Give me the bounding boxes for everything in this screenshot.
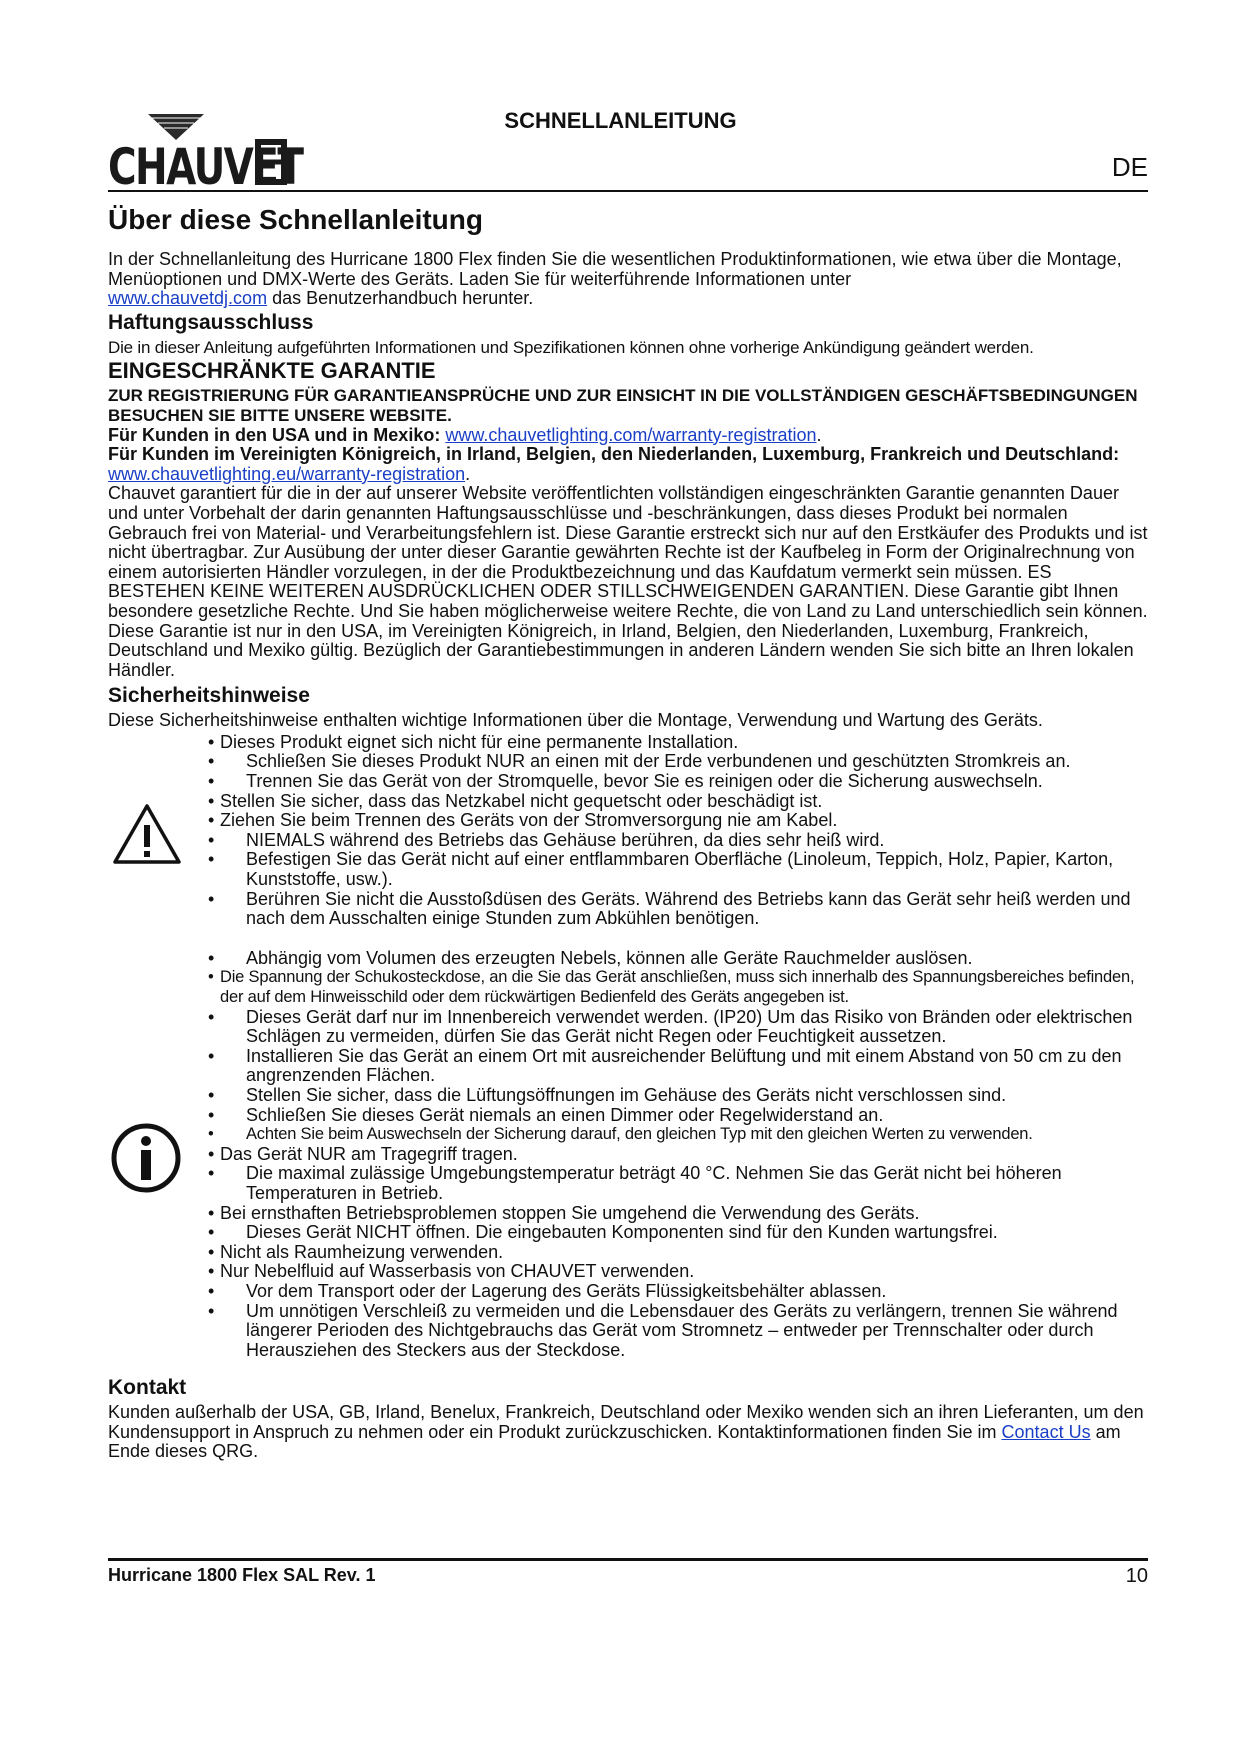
list-item-text: Befestigen Sie das Gerät nicht auf einer entflammbaren Oberfläche (Linoleum, Teppich, Holz, Papier, Karton, Kunststoffe, usw.). — [246, 849, 1114, 890]
contact-text-1: Kunden außerhalb der USA, GB, Irland, Benelux, Frankreich, Deutschland oder Mexiko wenden sich an ihren Lieferanten, um den Kundensupport in Anspruch zu nehmen oder ein Produkt zurückzuschicken. Kontaktinformationen finden Sie im — [108, 1402, 1144, 1442]
list-item: • Dieses Gerät NICHT öffnen. Die eingebauten Komponenten sind für den Kunden wartungsfrei. — [208, 1222, 998, 1243]
footer-divider — [108, 1558, 1148, 1561]
warranty-body: Chauvet garantiert für die in der auf unserer Website veröffentlichten vollständigen eingeschränkten Garantie genannten Dauer und unter Vorbehalt der darin genannten Haftungsausschlüsse und -beschränkungen, dass dieses Produkt bei normalen Gebrauch frei von Material- und Verarbeitungsfehlern ist. Diese Garantie erstreckt sich nur auf den Erstkäufer des Produkts und ist nicht übertragbar. Zur Ausübung der unter dieser Garantie gewährten Rechte ist der Kaufbeleg in Form der Originalrechnung von einem autorisierten Händler vorzulegen, in der die Produktbezeichnung und das Kaufdatum vermerkt sein müssen. ES BESTEHEN KEINE WEITEREN AUSDRÜCKLICHEN ODER STILLSCHWEIGENDEN GARANTIEN. Diese Garantie gibt Ihnen besondere gesetzliche Rechte. Und Sie haben möglicherweise weitere Rechte, die von Land zu Land unterschiedlich sein können. Diese Garantie ist nur in den USA, im Vereinigten Königreich, in Irland, Belgien, den Niederlanden, Luxemburg, Frankreich, Deutschland und Mexiko gültig. Bezüglich der Garantiebestimmungen in anderen Ländern wenden Sie sich bitte an Ihren lokalen Händler. — [108, 483, 1148, 680]
usa-end: . — [816, 424, 822, 445]
about-text-1: In der Schnellanleitung des Hurricane 1800 Flex finden Sie die wesentlichen Produktinformationen, wie etwa über die Montage, Menüoptionen und DMX-Werte des Geräts. Laden Sie für weiterführende Informationen unter — [108, 249, 1122, 289]
list-item-text: Installieren Sie das Gerät an einem Ort mit ausreichender Belüftung und mit einem Abstand von 50 cm zu den angrenzenden Flächen. — [246, 1045, 1122, 1086]
contact-paragraph — [108, 1403, 1148, 1462]
list-item-text: Stellen Sie sicher, dass das Netzkabel nicht gequetscht oder beschädigt ist. — [220, 790, 823, 811]
list-item-text: Bei ernsthaften Betriebsproblemen stoppen Sie umgehend die Verwendung des Geräts. — [220, 1202, 920, 1223]
list-item-text: Um unnötigen Verschleiß zu vermeiden und die Lebensdauer des Geräts zu verlängern, trennen Sie während längerer Perioden des Nichtgebrauchs das Gerät vom Stromnetz – entweder per Trennschalter oder durch Herausziehen des Steckers aus der Steckdose. — [246, 1300, 1118, 1360]
list-item: • Die maximal zulässige Umgebungstemperatur beträgt 40 °C. Nehmen Sie das Gerät nicht bei höheren Temperaturen in Betrieb. — [208, 1163, 1062, 1203]
list-item: • Bei ernsthaften Betriebsproblemen stoppen Sie umgehend die Verwendung des Geräts. — [208, 1202, 920, 1223]
disclaimer-heading: Haftungsausschluss — [108, 310, 314, 334]
list-item: • Berühren Sie nicht die Ausstoßdüsen des Geräts. Während des Betriebs kann das Gerät sehr heiß werden und nach dem Ausschalten einige Stunden zum Abkühlen benötigen. — [208, 888, 1131, 929]
warranty-heading: EINGESCHRÄNKTE GARANTIE — [108, 358, 436, 384]
list-item-text: Dieses Gerät darf nur im Innenbereich verwendet werden. (IP20) Um das Risiko von Bränden oder elektrischen Schlägen zu vermeiden, dürfen Sie das Gerät nicht Regen oder Feuchtigkeit aussetzen. — [246, 1006, 1133, 1047]
list-item-text: Die maximal zulässige Umgebungstemperatur beträgt 40 °C. Nehmen Sie das Gerät nicht bei höheren Temperaturen in Betrieb. — [246, 1163, 1062, 1203]
list-item-text: NIEMALS während des Betriebs das Gehäuse berühren, da dies sehr heiß wird. — [246, 829, 885, 850]
list-item-text: Abhängig vom Volumen des erzeugten Nebels, können alle Geräte Rauchmelder auslösen. — [246, 947, 973, 968]
language-code: DE — [1111, 152, 1148, 182]
about-heading: Über diese Schnellanleitung — [108, 204, 483, 235]
page-number: 10 — [1125, 1565, 1148, 1587]
list-item-text: Ziehen Sie beim Trennen des Geräts von der Stromversorgung nie am Kabel. — [220, 810, 838, 831]
warranty-usa-line — [108, 426, 1148, 446]
logo-text: CHAUVET — [108, 138, 303, 196]
contact-us-link[interactable]: Contact Us — [1001, 1421, 1091, 1442]
list-item-text: Nicht als Raumheizung verwenden. — [220, 1241, 504, 1262]
list-item: • Achten Sie beim Auswechseln der Sicherung darauf, den gleichen Typ mit den gleichen Werten zu verwenden. — [208, 1125, 1033, 1144]
list-item-text: Berühren Sie nicht die Ausstoßdüsen des Geräts. Während des Betriebs kann das Gerät sehr heiß werden und nach dem Ausschalten einige Stunden zum Abkühlen benötigen. — [246, 888, 1131, 929]
warranty-register-text: ZUR REGISTRIERUNG FÜR GARANTIEANSPRÜCHE UND ZUR EINSICHT IN DIE VOLLSTÄNDIGEN GESCHÄFTSBEDINGUNGEN BESUCHEN SIE BITTE UNSERE WEBSITE. — [108, 386, 1138, 425]
info-icon — [110, 1122, 182, 1194]
list-item: • Abhängig vom Volumen des erzeugten Nebels, können alle Geräte Rauchmelder auslösen. — [208, 947, 973, 968]
list-item-text: Vor dem Transport oder der Lagerung des Geräts Flüssigkeitsbehälter ablassen. — [246, 1280, 887, 1301]
list-item: • Befestigen Sie das Gerät nicht auf einer entflammbaren Oberfläche (Linoleum, Teppich, Holz, Papier, Karton, Kunststoffe, usw.). — [208, 849, 1114, 890]
warning-triangle-icon — [112, 803, 182, 865]
list-item: • Um unnötigen Verschleiß zu vermeiden und die Lebensdauer des Geräts zu verlängern, trennen Sie während längerer Perioden des Nichtgebrauchs das Gerät vom Stromnetz – entweder per Trennschalter oder durch Herausziehen des Steckers aus der Steckdose. — [208, 1300, 1118, 1360]
warning-list — [208, 733, 1148, 929]
list-item: • Das Gerät NUR am Tragegriff tragen. — [208, 1143, 518, 1164]
list-item: • Nur Nebelfluid auf Wasserbasis von CHAUVET verwenden. — [208, 1261, 695, 1282]
header-divider — [108, 190, 1148, 192]
list-item: • Installieren Sie das Gerät an einem Ort mit ausreichender Belüftung und mit einem Abstand von 50 cm zu den angrenzenden Flächen. — [208, 1045, 1122, 1086]
list-item-text: Schließen Sie dieses Gerät niemals an einen Dimmer oder Regelwiderstand an. — [246, 1104, 884, 1125]
list-item-text: Dieses Produkt eignet sich nicht für eine permanente Installation. — [220, 731, 739, 752]
usa-label: Für Kunden in den USA und in Mexiko: — [108, 424, 446, 445]
eu-end: . — [465, 463, 471, 484]
usa-warranty-link[interactable]: www.chauvetlighting.com/warranty-registration — [445, 424, 817, 445]
about-text-2: das Benutzerhandbuch herunter. — [267, 288, 534, 309]
list-item: • Schließen Sie dieses Gerät niemals an einen Dimmer oder Regelwiderstand an. — [208, 1104, 884, 1125]
contact-heading: Kontakt — [108, 1376, 187, 1400]
list-item-text: Stellen Sie sicher, dass die Lüftungsöffnungen im Gehäuse des Geräts nicht verschlossen sind. — [246, 1084, 1007, 1105]
list-item: • Vor dem Transport oder der Lagerung des Geräts Flüssigkeitsbehälter ablassen. — [208, 1280, 887, 1301]
list-item: • Stellen Sie sicher, dass das Netzkabel nicht gequetscht oder beschädigt ist. — [208, 790, 823, 811]
about-paragraph — [108, 250, 1148, 309]
contact-text-2: am Ende dieses QRG. — [108, 1421, 1121, 1462]
list-item-text: Dieses Gerät NICHT öffnen. Die eingebauten Komponenten sind für den Kunden wartungsfrei. — [246, 1222, 998, 1243]
list-item: • Stellen Sie sicher, dass die Lüftungsöffnungen im Gehäuse des Geräts nicht verschlossen sind. — [208, 1084, 1007, 1105]
document-title: SCHNELLANLEITUNG — [504, 108, 737, 133]
list-item: • Schließen Sie dieses Produkt NUR an einen mit der Erde verbundenen und geschützten Stromkreis an. — [208, 751, 1071, 772]
list-item-text: Trennen Sie das Gerät von der Stromquelle, bevor Sie es reinigen oder die Sicherung auswechseln. — [246, 771, 1043, 792]
list-item: • Ziehen Sie beim Trennen des Geräts von der Stromversorgung nie am Kabel. — [208, 810, 838, 831]
document-body — [108, 198, 1148, 1462]
list-item: • Dieses Gerät darf nur im Innenbereich verwendet werden. (IP20) Um das Risiko von Bränden oder elektrischen Schlägen zu vermeiden, dürfen Sie das Gerät nicht Regen oder Feuchtigkeit aussetzen. — [208, 1006, 1133, 1047]
list-item: • NIEMALS während des Betriebs das Gehäuse berühren, da dies sehr heiß wird. — [208, 829, 885, 850]
list-item: • Die Spannung der Schukosteckdose, an die Sie das Gerät anschließen, muss sich innerhalb des Spannungsbereiches befinden, der auf dem Hinweisschild oder dem rückwärtigen Bedienfeld des Geräts angegeben ist. — [208, 968, 1135, 1006]
list-item-text: Die Spannung der Schukosteckdose, an die Sie das Gerät anschließen, muss sich innerhalb des Spannungsbereiches befinden, der auf dem Hinweisschild oder dem rückwärtigen Bedienfeld des Geräts angegeben ist. — [220, 968, 1135, 1006]
list-item-text: Nur Nebelfluid auf Wasserbasis von CHAUVET verwenden. — [220, 1261, 695, 1282]
warranty-eu-line — [108, 445, 1148, 484]
safety-heading: Sicherheitshinweise — [108, 684, 310, 708]
list-item-text: Das Gerät NUR am Tragegriff tragen. — [220, 1143, 518, 1164]
list-item-text: Achten Sie beim Auswechseln der Sicherung darauf, den gleichen Typ mit den gleichen Werten zu verwenden. — [246, 1125, 1033, 1144]
eu-label: Für Kunden im Vereinigten Königreich, in Irland, Belgien, den Niederlanden, Luxemburg, Frankreich und Deutschland: — [108, 444, 1120, 465]
info-list — [208, 949, 1148, 1360]
eu-warranty-link[interactable]: www.chauvetlighting.eu/warranty-registration — [108, 463, 466, 484]
chauvetdj-link[interactable]: www.chauvetdj.com — [108, 288, 268, 309]
list-item: • Trennen Sie das Gerät von der Stromquelle, bevor Sie es reinigen oder die Sicherung auswechseln. — [208, 771, 1043, 792]
disclaimer-text: Die in dieser Anleitung aufgeführten Informationen und Spezifikationen können ohne vorherige Ankündigung geändert werden. — [108, 337, 1034, 357]
safety-intro: Diese Sicherheitshinweise enthalten wichtige Informationen über die Montage, Verwendung und Wartung des Geräts. — [108, 710, 1043, 731]
list-item: • Nicht als Raumheizung verwenden. — [208, 1241, 504, 1262]
footer-product: Hurricane 1800 Flex SAL Rev. 1 — [108, 1565, 376, 1585]
list-item: • Dieses Produkt eignet sich nicht für eine permanente Installation. — [208, 731, 739, 752]
list-item-text: Schließen Sie dieses Produkt NUR an einen mit der Erde verbundenen und geschützten Stromkreis an. — [246, 751, 1071, 772]
